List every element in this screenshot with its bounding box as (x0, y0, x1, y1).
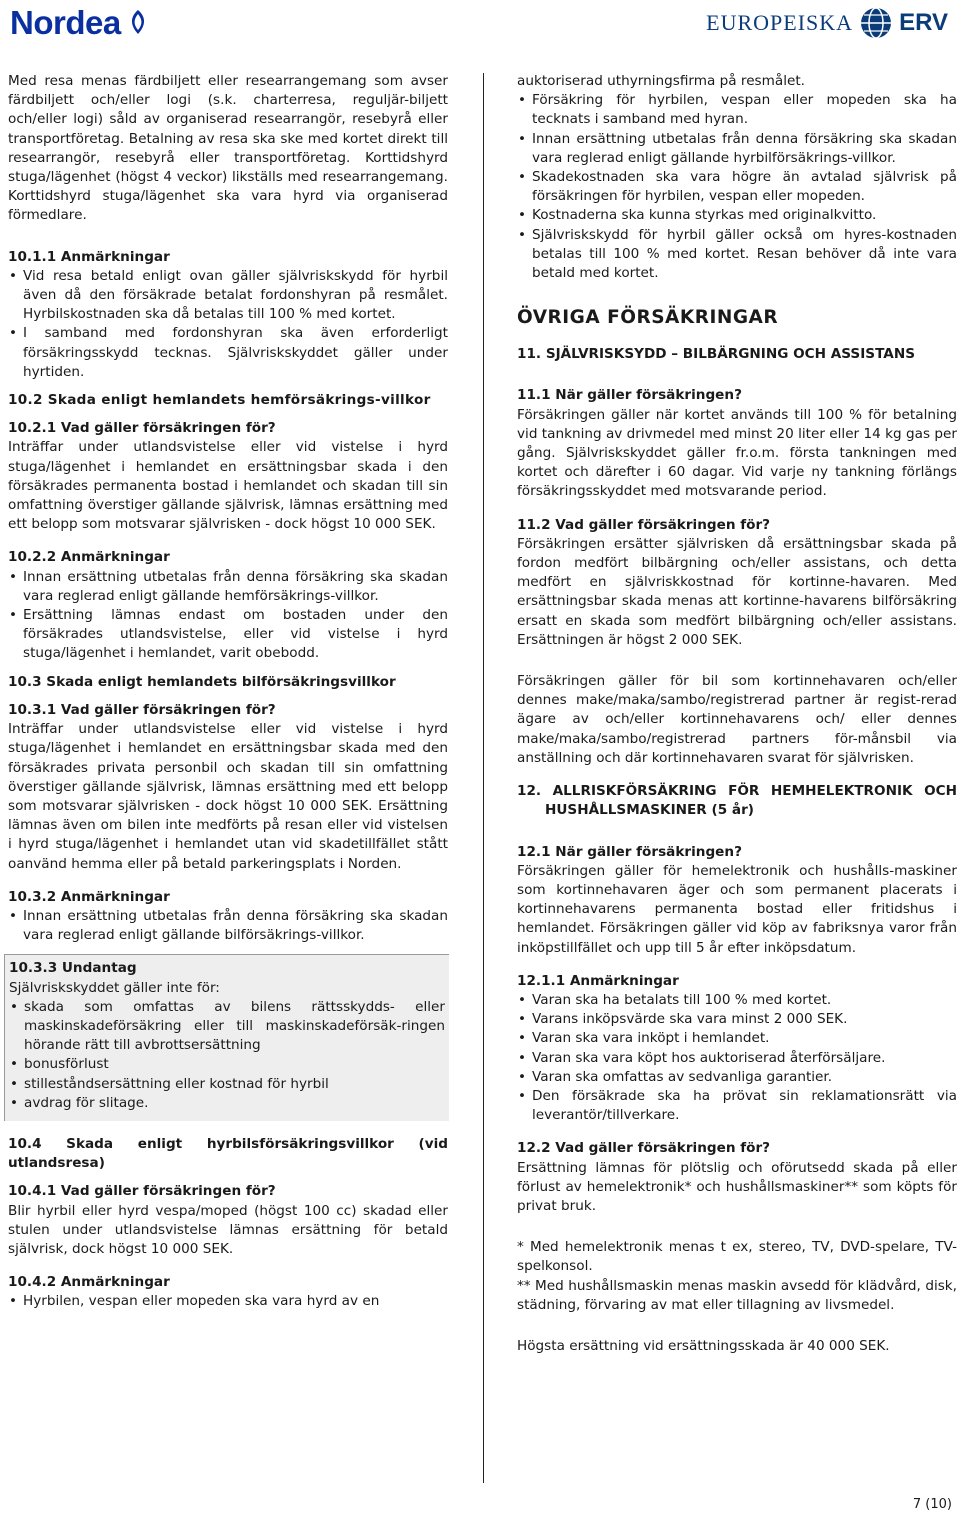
list-item: • Självriskskydd för hyrbil gäller också om hyres-kostnaden betalas till 100 % med kortet. Resan behöver då inte vara betald med kortet. (517, 226, 957, 284)
exclusions-box (4, 954, 449, 1121)
section-11-1-text: Försäkringen gäller när kortet används till 100 % för betalning vid tankning av drivmedel med minst 20 liter eller 14 kg gas per gång. Självriskskyddet gäller fr.o.m. första tankningen med kortet och därefter i 60 dagar. Vid varje ny tankning förlängs försäkringsskyddet med motsvarande period. (517, 406, 957, 500)
list-item: • avdrag för slitage. (9, 1094, 445, 1113)
section-12-2-text: Ersättning lämnas för plötslig och oförutsedd skada på eller förlust av hemelektronik* och hushållsmaskiner** som köpts för privat bruk. (517, 1159, 957, 1214)
list-item: • I samband med fordonshyran ska även erforderligt försäkringsskydd tecknas. Självriskskyddet gäller under hyrtiden. (8, 324, 448, 382)
section-10-2-1-heading: 10.2.1 Vad gäller försäkringen för? (8, 420, 276, 437)
list-item: • Varan ska vara inköpt i hemlandet. (517, 1029, 957, 1048)
section-10-3-heading: 10.3 Skada enligt hemlandets bilförsäkringsvillkor (8, 673, 396, 690)
list-item: • stilleståndsersättning eller kostnad för hyrbil (9, 1075, 445, 1094)
section-10-4-1-heading: 10.4.1 Vad gäller försäkringen för? (8, 1183, 276, 1200)
list-item: • Varans inköpsvärde ska vara minst 2 000 SEK. (517, 1010, 957, 1029)
list-item: • Varan ska ha betalats till 100 % med kortet. (517, 991, 957, 1010)
page-header (0, 0, 960, 60)
intro-paragraph: Med resa menas färdbiljett eller researrangemang som avser färdbiljett och/eller logi (s.k. charterresa, reguljär-biljett och/eller logi) såld av organiserad researrangör, resebyrå eller transportföretag. Betalning av resa ska ske med kortet direkt till researrangör, resebyrå eller transportföretag. Korttidshyrd stuga/lägenhet (högst 4 veckor) likställs med researrangemang. Korttidshyrd stuga/lägenhet ska vara hyrd via organiserad förmedlare. (8, 73, 448, 224)
section-10-2-2-heading: 10.2.2 Anmärkningar (8, 549, 170, 566)
globe-icon (859, 6, 893, 40)
section-10-2-1-text: Inträffar under utlandsvistelse eller vid vistelse i hyrd stuga/lägenhet i hemlandet en ersättningsbar skada i den försäkrades permanenta bostad i hemlandet och skadan till sin omfattning överstiger gällande självrisk, lämnas ersättning med ett belopp som motsvarar självrisken - dock högst 10 000 SEK. (8, 439, 448, 533)
list-item: • Vid resa betald enligt ovan gäller självriskskydd för hyrbil även då den försäkrade betalat fordonshyran på resmålet. Hyrbilskostnaden ska då betalas till 100 % med kortet. (8, 267, 448, 325)
europeiska-wordmark: EUROPEISKA (706, 10, 854, 35)
section-10-3-2-list (8, 907, 448, 945)
section-10-4-1-text: Blir hyrbil eller hyrd vespa/moped (högst 100 cc) skadad eller stulen under utlandsvistelse lämnas ersättning för betald självrisk, dock högst 10 000 SEK. (8, 1202, 448, 1257)
list-item: • Varan ska omfattas av sedvanliga garantier. (517, 1068, 957, 1087)
left-column (8, 72, 448, 1312)
section-11-2-text: Försäkringen ersätter självrisken då ersättningsbar skada på fordon medfört bilbärgning och/eller assistans, och detta medfört en självriskkostnad för kortinne-havaren. Med ersättningsbar skada menas att kortinne-havarens bilförsäkring ersatt en skada som medfört bilbärgning och/eller assistans. Ersättningen är högst 2 000 SEK. (517, 535, 957, 648)
section-10-3-1-text: Inträffar under utlandsvistelse eller vid vistelse i hyrd stuga/lägenhet i hemlandet en ersättningsbar skada med den försäkrades privata personbil och skadan till sin omfattning överstiger gällande självrisk, lämnas ersättning med ett belopp som motsvarar självrisken - dock högst 10 000 SEK. Ersättning lämnas även om bilen inte medförts på resan eller vid vistelsen i hyrd stuga/lägenhet i hemlandet utan vid skadetillfället stått oanvänd hemma eller på betald parkeringsplats i Norden. (8, 721, 448, 872)
section-12-2-heading: 12.2 Vad gäller försäkringen för? (517, 1140, 771, 1157)
list-item: • Hyrbilen, vespan eller mopeden ska vara hyrd av en (8, 1292, 448, 1311)
section-11-2-heading: 11.2 Vad gäller försäkringen för? (517, 516, 771, 533)
nordea-symbol-icon (123, 7, 153, 37)
section-10-1-1-list (8, 267, 448, 382)
footnote-hushallsmaskin: ** Med hushållsmaskin menas maskin avsedd för klädvård, disk, städning, förvaring av mat eller tillagning av livsmedel. (517, 1277, 957, 1313)
list-item: • skada som omfattas av bilens rättsskydds- eller maskinskadeförsäkring eller till maskinskadeförsäk-ringen hörande rätt till avbrottsersättning (9, 998, 445, 1056)
section-12-1-1-list (517, 991, 957, 1125)
nordea-wordmark: Nordea (10, 4, 121, 41)
section-10-3-3-intro: Självriskskyddet gäller inte för: (9, 979, 220, 996)
list-item: • Försäkring för hyrbilen, vespan eller mopeden ska ha tecknats i samband med hyran. (517, 91, 957, 129)
list-item: • Kostnaderna ska kunna styrkas med originalkvitto. (517, 206, 957, 225)
europeiska-erv-logo (706, 6, 948, 40)
right-column (517, 72, 957, 1356)
section-10-3-1-heading: 10.3.1 Vad gäller försäkringen för? (8, 701, 276, 718)
section-10-4-heading: 10.4 Skada enligt hyrbilsförsäkringsvillkor (vid utlandsresa) (8, 1135, 448, 1172)
section-10-2-2-list (8, 568, 448, 664)
column-divider (483, 73, 484, 1483)
section-10-3-3-heading: 10.3.3 Undantag (9, 960, 137, 977)
nordea-logo (10, 4, 153, 42)
section-10-3-3-list (9, 998, 445, 1113)
section-10-4-2-heading: 10.4.2 Anmärkningar (8, 1274, 170, 1291)
section-10-3-2-heading: 10.3.2 Anmärkningar (8, 888, 170, 905)
list-item: • Varan ska vara köpt hos auktoriserad återförsäljare. (517, 1049, 957, 1068)
section-10-1-1-heading: 10.1.1 Anmärkningar (8, 248, 170, 265)
ovriga-forsakringar-heading: ÖVRIGA FÖRSÄKRINGAR (517, 307, 779, 329)
list-item: • Den försäkrade ska ha prövat sin reklamationsrätt via leverantör/tillverkare. (517, 1087, 957, 1125)
section-12-1-text: Försäkringen gäller för hemelektronik och hushålls-maskiner som kortinnehavaren äger och som permanent placerats i kortinnehavarens permanenta bostad eller fritidshus i hemlandet. Försäkringen gäller vid köp av fabriksnya varor från inköpstillfället och upp till 5 år efter inköpsdatum. (517, 862, 957, 956)
list-item: • Skadekostnaden ska vara högre än avtalad självrisk på försäkringen för hyrbilen, vespan eller mopeden. (517, 168, 957, 206)
section-10-4-2-list (8, 1292, 448, 1311)
list-item: • bonusförlust (9, 1055, 445, 1074)
list-item: • Innan ersättning utbetalas från denna försäkring ska skadan vara reglerad enligt gällande hyrbilförsäkrings-villkor. (517, 130, 957, 168)
section-12-1-1-heading: 12.1.1 Anmärkningar (517, 972, 679, 989)
page-number: 7 (10) (912, 1497, 952, 1512)
erv-wordmark: ERV (899, 9, 948, 36)
list-item: • Innan ersättning utbetalas från denna försäkring ska skadan vara reglerad enligt gällande bilförsäkrings-villkor. (8, 907, 448, 945)
section-11-2-text-2: Försäkringen gäller för bil som kortinnehavaren och/eller dennes make/maka/sambo/registrerad partner är regist-rerad ägare av och/eller kortinnehavarens och/ eller dennes make/maka/sambo/registrerad partners för-månsbil via anställning och där kortinnehavaren svarat för självrisken. (517, 673, 957, 766)
continuation-text: auktoriserad uthyrningsfirma på resmålet. (517, 73, 806, 89)
list-item: • Innan ersättning utbetalas från denna försäkring ska skadan vara reglerad enligt gällande hemförsäkrings-villkor. (8, 568, 448, 606)
section-11-1-heading: 11.1 När gäller försäkringen? (517, 387, 742, 404)
section-12-heading: 12. ALLRISKFÖRSÄKRING FÖR HEMHELEKTRONIK OCH HUSHÅLLSMASKINER (5 år) (517, 783, 957, 819)
section-10-2-heading: 10.2 Skada enligt hemlandets hemförsäkrings-villkor (8, 392, 431, 409)
continuation-list (517, 91, 957, 283)
list-item: • Ersättning lämnas endast om bostaden under den försäkrades utlandsvistelse, eller vid vistelse i hyrd stuga/lägenhet i hemlandet, varit obebodd. (8, 606, 448, 664)
section-12-1-heading: 12.1 När gäller försäkringen? (517, 843, 742, 860)
footnote-hemelektronik: * Med hemelektronik menas t ex, stereo, TV, DVD-spelare, TV-spelkonsol. (517, 1239, 957, 1275)
max-compensation-text: Högsta ersättning vid ersättningsskada är 40 000 SEK. (517, 1337, 890, 1354)
section-11-heading: 11. SJÄLVRISKSYDD – BILBÄRGNING OCH ASSISTANS (517, 346, 915, 363)
